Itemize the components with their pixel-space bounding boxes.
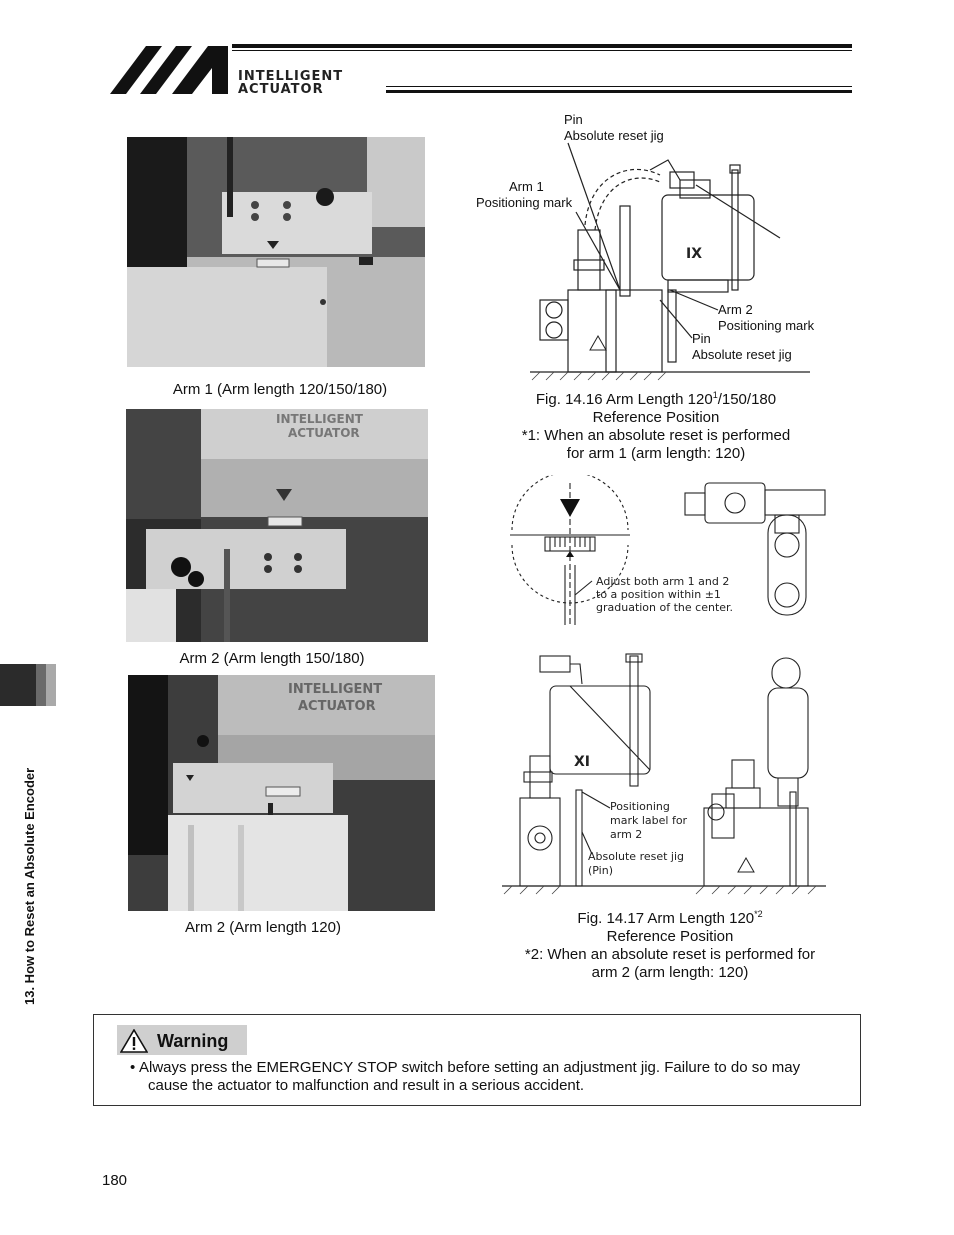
- photo-arm2-150-180: [126, 409, 428, 642]
- chapter-tab-mid: [36, 664, 46, 706]
- fig17-product-mark: XI: [574, 754, 591, 770]
- fig16-label-jig-bottom: Absolute reset jig: [692, 347, 792, 362]
- detail-diagram: [510, 475, 830, 630]
- fig16-caption-line2: Reference Position: [592, 409, 720, 426]
- chapter-tab-dark: [0, 664, 36, 706]
- fig16-caption-sup: 1: [712, 390, 718, 400]
- fig17-label-mark-1: Positioning: [610, 800, 670, 813]
- header-rule-bottom-thin: [386, 86, 852, 87]
- header-rule-top-thin: [232, 50, 852, 51]
- fig17-caption-line3: *2: When an absolute reset is performed for: [524, 946, 816, 963]
- warning-line1: Always press the EMERGENCY STOP switch before setting an adjustment jig. Failure to do so may: [139, 1059, 801, 1076]
- fig17-caption-sup: *2: [754, 909, 763, 919]
- brand-line-2: ACTUATOR: [238, 82, 324, 97]
- detail-note-line3: graduation of the center.: [596, 601, 734, 614]
- brand-line-1: INTELLIGENT: [238, 69, 344, 84]
- fig16-label-pin-bottom: Pin: [692, 331, 711, 346]
- fig17-caption: [510, 905, 830, 982]
- fig16-caption-line3: *1: When an absolute reset is performed: [521, 427, 791, 444]
- page-number: 180: [102, 1172, 128, 1189]
- fig16-label-jig-top: Absolute reset jig: [564, 128, 664, 143]
- warning-bullet: •: [130, 1059, 136, 1076]
- fig16-label-arm2: Arm 2: [718, 302, 753, 317]
- photo3-brand-2: ACTUATOR: [298, 699, 376, 714]
- fig16-caption-main: Fig. 14.16 Arm Length 120: [535, 391, 713, 408]
- fig16-product-mark: IX: [686, 246, 703, 262]
- header-rule-bottom: [386, 90, 852, 93]
- fig16-caption: [496, 386, 816, 463]
- fig17-caption-main: Fig. 14.17 Arm Length 120: [577, 910, 755, 927]
- photo-arm2-120: [128, 675, 435, 911]
- fig17-caption-line4: arm 2 (arm length: 120): [591, 964, 749, 981]
- company-logo-mark: [110, 44, 230, 96]
- photo2-brand-2: ACTUATOR: [288, 426, 360, 440]
- photo-arm1: [127, 137, 425, 367]
- photo1-caption: Arm 1 (Arm length 120/150/180): [172, 381, 388, 398]
- fig17-caption-line2: Reference Position: [606, 928, 734, 945]
- warning-line2: cause the actuator to malfunction and result in a serious accident.: [148, 1077, 585, 1094]
- fig16-caption-line4: for arm 1 (arm length: 120): [566, 445, 746, 462]
- photo2-brand-1: INTELLIGENT: [276, 412, 363, 426]
- header-rule-top: [232, 44, 852, 48]
- chapter-side-title: 13. How to Reset an Absolute Encoder: [22, 767, 37, 1005]
- fig16-label-arm1: Arm 1: [509, 179, 544, 194]
- fig16-label-arm2-mark: Positioning mark: [718, 318, 815, 333]
- detail-note-line1: Adjust both arm 1 and 2: [596, 575, 730, 588]
- photo3-brand-1: INTELLIGENT: [288, 682, 383, 697]
- warning-triangle-icon: [120, 1029, 148, 1053]
- warning-text: [130, 1059, 845, 1095]
- company-logo-text: [238, 70, 343, 96]
- fig17-label-jig-1: Absolute reset jig: [588, 850, 685, 863]
- fig17-label-jig-2: (Pin): [588, 864, 614, 877]
- fig16-label-pin-top: Pin: [564, 112, 583, 127]
- detail-note-line2: to a position within ±1: [596, 588, 721, 601]
- warning-title: Warning: [157, 1031, 229, 1051]
- fig16-diagram: [520, 140, 820, 385]
- fig17-label-mark-2: mark label for: [610, 814, 688, 827]
- chapter-tab-light: [46, 664, 56, 706]
- fig17-diagram: [500, 652, 830, 897]
- photo3-caption: Arm 2 (Arm length 120): [185, 919, 341, 936]
- fig16-label-arm1-mark: Positioning mark: [476, 195, 573, 210]
- photo2-caption: Arm 2 (Arm length 150/180): [179, 650, 365, 667]
- fig16-caption-rest: /150/180: [717, 391, 777, 408]
- fig17-label-mark-3: arm 2: [610, 828, 643, 841]
